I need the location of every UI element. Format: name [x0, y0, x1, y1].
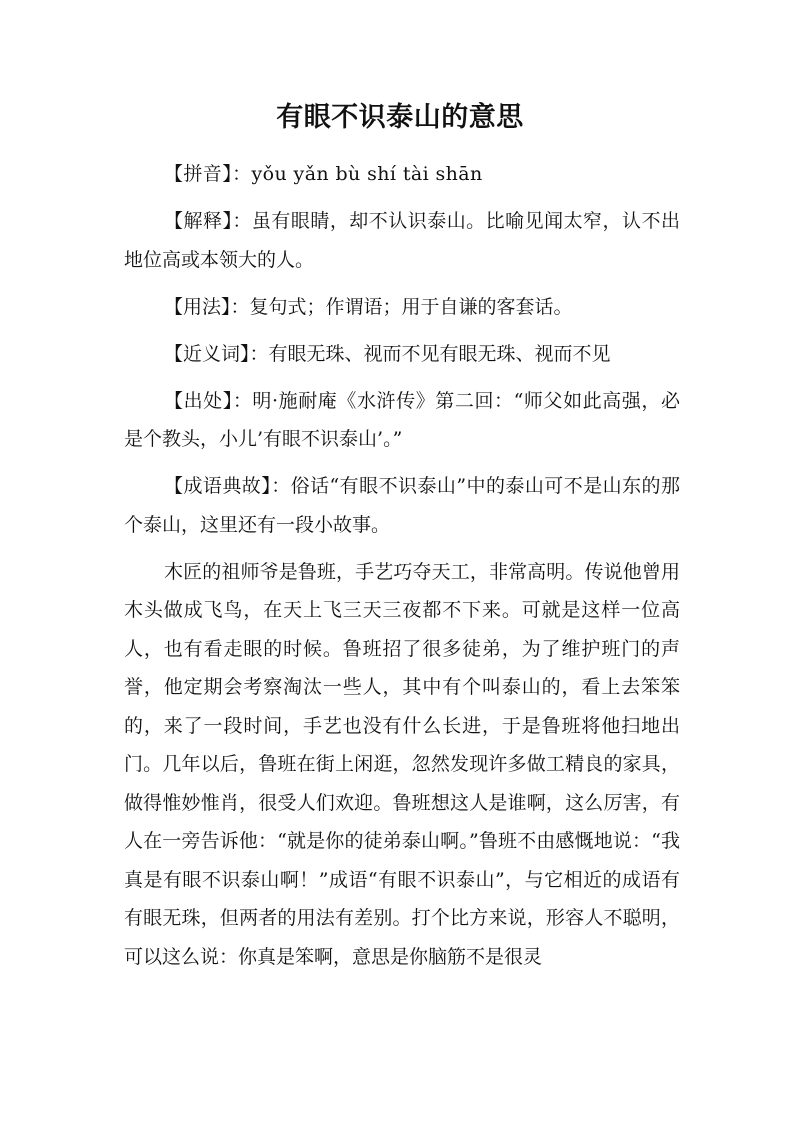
- entry-source: [124, 382, 680, 459]
- entry-text: ：有眼无珠、视而不见有眼无珠、视而不见: [249, 342, 611, 365]
- entry-allusion: [124, 467, 680, 544]
- entry-text: ：复句式；作谓语；用于自谦的客套话。: [230, 295, 573, 318]
- entry-text: ：yǒu yǎn bù shí tài shān: [232, 163, 483, 185]
- entry-label: 【用法】: [164, 295, 231, 318]
- entry-label: 【解释】: [164, 210, 233, 232]
- entry-synonyms: [124, 335, 680, 374]
- page-title: 有眼不识泰山的意思: [276, 102, 524, 133]
- story-paragraph: 木匠的祖师爷是鲁班，手艺巧夺天工，非常高明。传说他曾用木头做成飞鸟，在天上飞三天三夜都不下来。可就是这样一位高人，也有看走眼的时候。鲁班招了很多徒弟，为了维护班门的声誉，他定期会考察淘汰一些人，其中有个叫泰山的，看上去笨笨的，来了一段时间，手艺也没有什么长进，于是鲁班将他扫地出门。几年以后，鲁班在街上闲逛，忽然发现许多做工精良的家具，做得惟妙惟肖，很受人们欢迎。鲁班想这人是谁啊，这么厉害，有人在一旁告诉他：“就是你的徒弟泰山啊。”鲁班不由感慨地说：“我真是有眼不识泰山啊！”成语“有眼不识泰山”，与它相近的成语有有眼无珠，但两者的用法有差别。打个比方来说，形容人不聪明，可以这么说：你真是笨啊，意思是你脑筋不是很灵: [124, 560, 680, 968]
- entry-pinyin: [124, 155, 680, 194]
- entry-text: ：虽有眼睛，却不认识泰山。比喻见闻太窄，认不出地位高或本领大的人。: [124, 210, 680, 271]
- entry-label: 【近义词】: [164, 342, 250, 365]
- entry-text: ：明·施耐庵《水浒传》第二回：“师父如此高强，必是个教头，小儿’有眼不识泰山’。”: [124, 389, 680, 450]
- document-body: [124, 155, 680, 985]
- entry-label: 【成语典故】: [164, 475, 272, 497]
- entry-usage: [124, 288, 680, 327]
- entry-label: 【出处】: [164, 389, 233, 412]
- entry-label: 【拼音】: [164, 163, 233, 185]
- entry-explanation: [124, 202, 680, 279]
- entry-text: ：俗话“有眼不识泰山”中的泰山可不是山东的那个泰山，这里还有一段小故事。: [124, 475, 680, 536]
